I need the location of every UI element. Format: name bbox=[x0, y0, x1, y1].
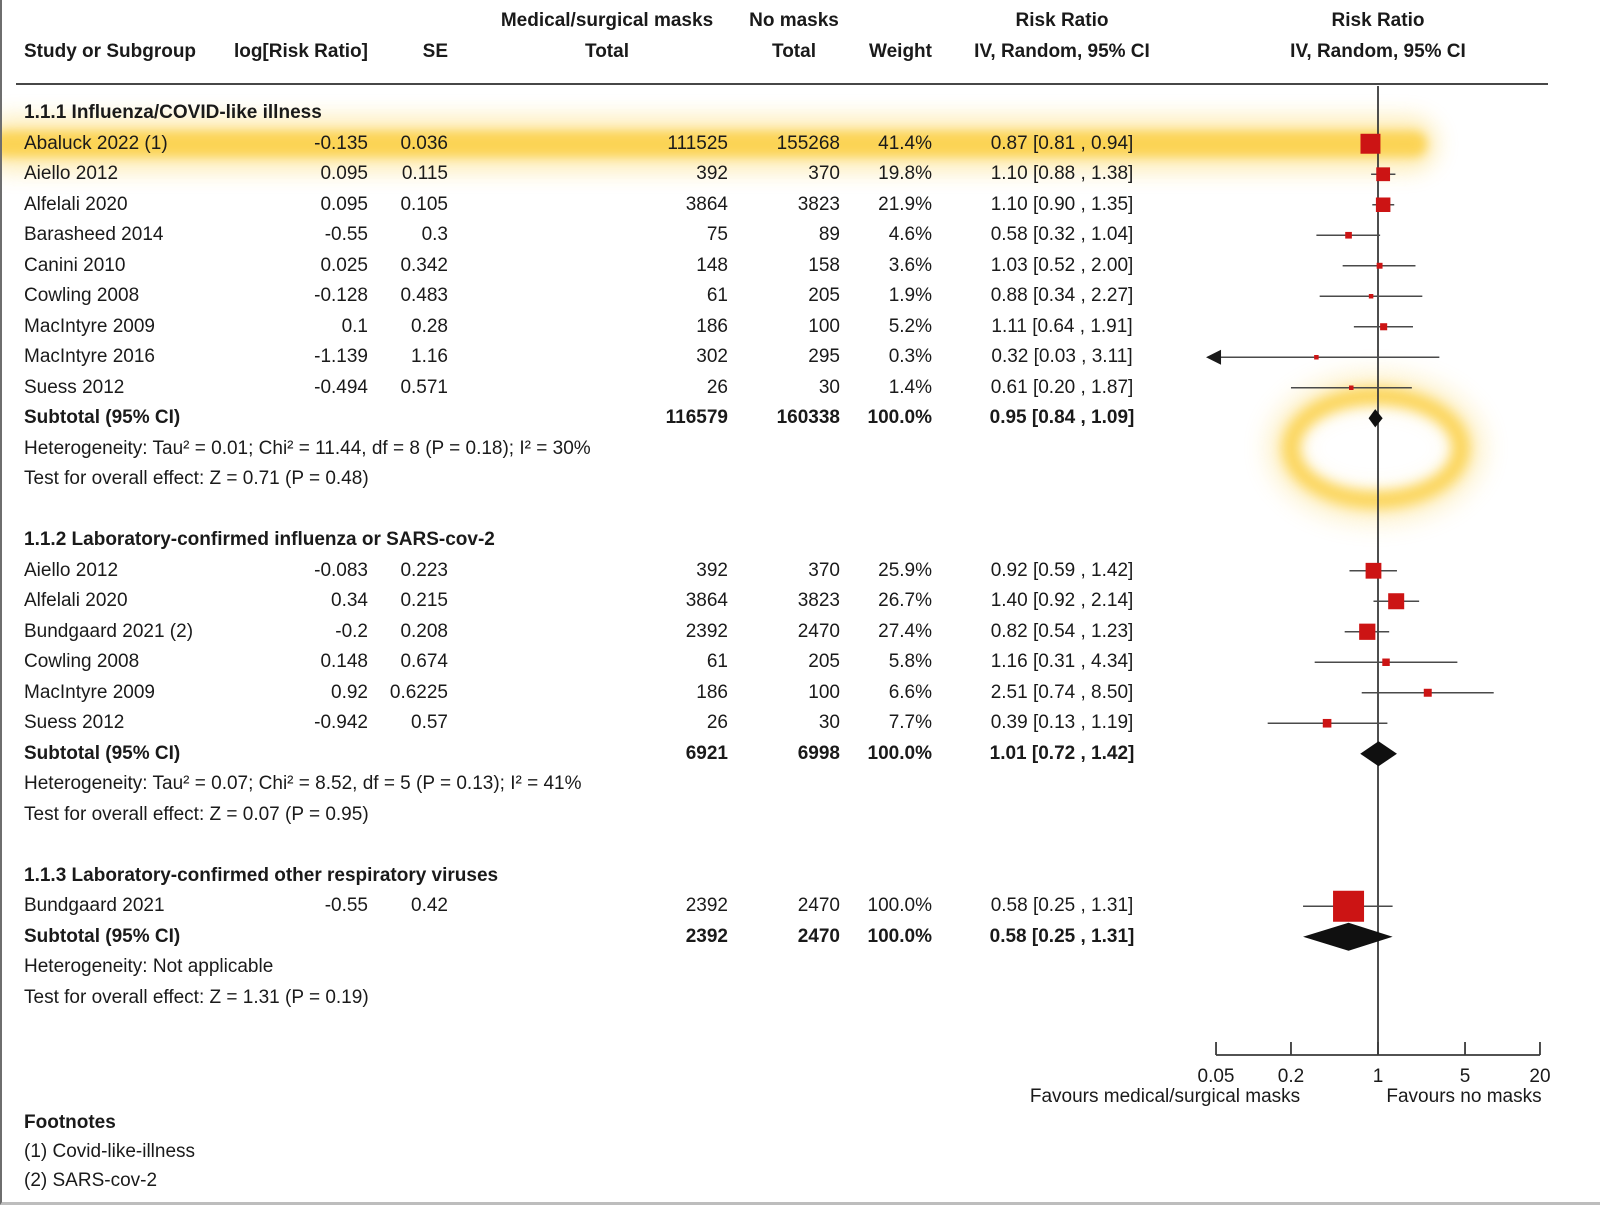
weight-value: 21.9% bbox=[878, 193, 932, 215]
total-masks-value: 148 bbox=[696, 254, 728, 276]
col-header-total-nomasks: Total bbox=[772, 41, 816, 62]
weight-value: 4.6% bbox=[888, 224, 932, 246]
log-risk-ratio-value: 0.025 bbox=[320, 254, 368, 276]
log-risk-ratio-value: 0.095 bbox=[320, 163, 368, 185]
study-name: Alfelali 2020 bbox=[24, 590, 128, 612]
heterogeneity-text: Heterogeneity: Tau² = 0.07; Chi² = 8.52, df = 5 (P = 0.13); I² = 41% bbox=[24, 773, 582, 795]
total-masks-value: 3864 bbox=[685, 590, 728, 612]
total-nomasks-value: 205 bbox=[808, 651, 840, 673]
total-nomasks-value: 3823 bbox=[797, 590, 840, 612]
study-name: Alfelali 2020 bbox=[24, 193, 128, 215]
weight-value: 1.9% bbox=[888, 285, 932, 307]
subtotal-label: Subtotal (95% CI) bbox=[24, 925, 181, 947]
heterogeneity-text: Heterogeneity: Tau² = 0.01; Chi² = 11.44, df = 8 (P = 0.18); I² = 30% bbox=[24, 437, 591, 459]
log-risk-ratio-value: -0.128 bbox=[314, 285, 368, 307]
total-nomasks-value: 100 bbox=[808, 681, 840, 703]
total-nomasks-value: 370 bbox=[808, 163, 840, 185]
heterogeneity-row bbox=[2, 434, 1600, 465]
study-row bbox=[2, 220, 1600, 251]
se-value: 0.3 bbox=[421, 224, 448, 246]
favours-left-label: Favours medical/surgical masks bbox=[1029, 1086, 1301, 1107]
total-masks-value: 26 bbox=[706, 376, 728, 398]
overall-effect-text: Test for overall effect: Z = 1.31 (P = 0.19) bbox=[24, 986, 369, 1008]
ci-value: 0.58 [0.25 , 1.31] bbox=[989, 925, 1135, 947]
study-row bbox=[2, 342, 1600, 373]
subtotal-row bbox=[2, 922, 1600, 953]
study-name: Abaluck 2022 (1) bbox=[24, 132, 168, 154]
weight-value: 3.6% bbox=[888, 254, 932, 276]
col-header-ci-text: IV, Random, 95% CI bbox=[974, 41, 1150, 62]
overall-effect-text: Test for overall effect: Z = 0.07 (P = 0.95) bbox=[24, 803, 369, 825]
log-risk-ratio-value: -0.942 bbox=[314, 712, 368, 734]
total-masks-value: 392 bbox=[696, 163, 728, 185]
weight-value: 1.4% bbox=[888, 376, 932, 398]
total-masks-value: 75 bbox=[706, 224, 728, 246]
total-nomasks-value: 89 bbox=[818, 224, 840, 246]
total-masks-value: 61 bbox=[706, 285, 728, 307]
total-masks-value: 186 bbox=[696, 315, 728, 337]
total-masks-value: 26 bbox=[706, 712, 728, 734]
col-header-study: Study or Subgroup bbox=[24, 41, 197, 62]
study-row bbox=[2, 586, 1600, 617]
study-row bbox=[2, 251, 1600, 282]
group-header-risk-ratio-plot: Risk Ratio bbox=[1331, 10, 1425, 31]
se-value: 0.115 bbox=[401, 163, 448, 185]
study-name: Barasheed 2014 bbox=[24, 224, 164, 246]
se-value: 0.674 bbox=[400, 651, 448, 673]
total-masks-value: 3864 bbox=[685, 193, 728, 215]
se-value: 0.28 bbox=[411, 315, 448, 337]
weight-value: 100.0% bbox=[867, 925, 932, 947]
total-masks-value: 186 bbox=[696, 681, 728, 703]
total-nomasks-value: 155268 bbox=[776, 132, 840, 154]
weight-value: 26.7% bbox=[878, 590, 932, 612]
weight-value: 25.9% bbox=[878, 559, 932, 581]
ci-value: 1.16 [0.31 , 4.34] bbox=[990, 651, 1134, 673]
se-value: 0.223 bbox=[400, 559, 448, 581]
total-nomasks-value: 6998 bbox=[797, 742, 840, 764]
weight-value: 19.8% bbox=[878, 163, 932, 185]
study-name: Canini 2010 bbox=[24, 254, 126, 276]
total-masks-value: 111525 bbox=[667, 132, 728, 154]
study-name: Cowling 2008 bbox=[24, 285, 140, 307]
ci-value: 0.58 [0.25 , 1.31] bbox=[990, 895, 1134, 917]
log-risk-ratio-value: 0.095 bbox=[320, 193, 368, 215]
ci-value: 1.11 [0.64 , 1.91] bbox=[991, 315, 1133, 337]
ci-value: 0.39 [0.13 , 1.19] bbox=[990, 712, 1134, 734]
ci-value: 1.10 [0.88 , 1.38] bbox=[990, 163, 1134, 185]
study-row bbox=[2, 281, 1600, 312]
total-nomasks-value: 160338 bbox=[776, 407, 840, 429]
ci-value: 0.87 [0.81 , 0.94] bbox=[990, 132, 1134, 154]
log-risk-ratio-value: -0.135 bbox=[314, 132, 368, 154]
study-name: Suess 2012 bbox=[24, 376, 125, 398]
study-row bbox=[2, 556, 1600, 587]
total-masks-value: 116579 bbox=[665, 407, 728, 429]
study-row bbox=[2, 190, 1600, 221]
log-risk-ratio-value: 0.92 bbox=[331, 681, 368, 703]
log-risk-ratio-value: -0.494 bbox=[314, 376, 368, 398]
footnote-1: (1) Covid-like-illness bbox=[24, 1141, 196, 1162]
col-header-log-rr: log[Risk Ratio] bbox=[233, 41, 368, 62]
log-risk-ratio-value: -0.55 bbox=[324, 895, 368, 917]
total-masks-value: 2392 bbox=[685, 895, 728, 917]
subgroup-header-row bbox=[2, 525, 1600, 556]
total-masks-value: 392 bbox=[696, 559, 728, 581]
axis-tick-label: 0.2 bbox=[1277, 1066, 1305, 1087]
total-nomasks-value: 2470 bbox=[797, 895, 840, 917]
footnotes-title: Footnotes bbox=[24, 1112, 116, 1133]
study-name: Bundgaard 2021 (2) bbox=[24, 620, 194, 642]
axis-tick-label: 0.05 bbox=[1197, 1066, 1235, 1087]
log-risk-ratio-value: -1.139 bbox=[314, 346, 368, 368]
log-risk-ratio-value: 0.1 bbox=[341, 315, 368, 337]
study-row bbox=[2, 373, 1600, 404]
study-name: Suess 2012 bbox=[24, 712, 125, 734]
se-value: 0.105 bbox=[400, 193, 448, 215]
ci-value: 0.95 [0.84 , 1.09] bbox=[989, 407, 1135, 429]
weight-value: 5.2% bbox=[888, 315, 932, 337]
subtotal-label: Subtotal (95% CI) bbox=[24, 742, 181, 764]
ci-value: 0.61 [0.20 , 1.87] bbox=[990, 376, 1134, 398]
group-header-no-masks: No masks bbox=[749, 10, 839, 31]
study-row bbox=[2, 129, 1600, 160]
se-value: 1.16 bbox=[411, 346, 448, 368]
study-name: Aiello 2012 bbox=[24, 559, 119, 581]
ci-value: 0.88 [0.34 , 2.27] bbox=[990, 285, 1134, 307]
study-row bbox=[2, 708, 1600, 739]
favours-right-label: Favours no masks bbox=[1386, 1086, 1542, 1107]
total-nomasks-value: 205 bbox=[808, 285, 840, 307]
weight-value: 27.4% bbox=[878, 620, 932, 642]
study-row bbox=[2, 617, 1600, 648]
total-nomasks-value: 30 bbox=[818, 376, 840, 398]
weight-value: 6.6% bbox=[888, 681, 932, 703]
total-nomasks-value: 295 bbox=[808, 346, 840, 368]
total-nomasks-value: 3823 bbox=[797, 193, 840, 215]
total-masks-value: 61 bbox=[706, 651, 728, 673]
ci-value: 0.58 [0.32 , 1.04] bbox=[990, 224, 1134, 246]
footnote-2: (2) SARS-cov-2 bbox=[24, 1170, 158, 1191]
log-risk-ratio-value: -0.083 bbox=[314, 559, 368, 581]
ci-value: 1.03 [0.52 , 2.00] bbox=[990, 254, 1134, 276]
study-name: MacIntyre 2016 bbox=[24, 346, 155, 368]
se-value: 0.208 bbox=[400, 620, 448, 642]
se-value: 0.57 bbox=[411, 712, 448, 734]
group-header-risk-ratio: Risk Ratio bbox=[1015, 10, 1109, 31]
subgroup-header-row bbox=[2, 861, 1600, 892]
overall-effect-text: Test for overall effect: Z = 0.71 (P = 0.48) bbox=[24, 468, 369, 490]
log-risk-ratio-value: -0.55 bbox=[324, 224, 368, 246]
log-risk-ratio-value: 0.148 bbox=[320, 651, 368, 673]
ci-value: 0.32 [0.03 , 3.11] bbox=[991, 346, 1133, 368]
subtotal-row bbox=[2, 739, 1600, 770]
effect-test-row bbox=[2, 983, 1600, 1014]
total-masks-value: 2392 bbox=[685, 925, 728, 947]
axis-tick-label: 1 bbox=[1372, 1066, 1384, 1087]
se-value: 0.42 bbox=[411, 895, 448, 917]
axis-tick-label: 20 bbox=[1529, 1066, 1551, 1087]
log-risk-ratio-value: -0.2 bbox=[335, 620, 368, 642]
total-nomasks-value: 370 bbox=[808, 559, 840, 581]
total-masks-value: 2392 bbox=[685, 620, 728, 642]
effect-test-row bbox=[2, 800, 1600, 831]
study-name: Cowling 2008 bbox=[24, 651, 140, 673]
ci-value: 2.51 [0.74 , 8.50] bbox=[990, 681, 1134, 703]
total-nomasks-value: 2470 bbox=[797, 620, 840, 642]
weight-value: 100.0% bbox=[867, 742, 932, 764]
ci-value: 1.01 [0.72 , 1.42] bbox=[989, 742, 1135, 764]
se-value: 0.215 bbox=[400, 590, 448, 612]
ci-value: 0.82 [0.54 , 1.23] bbox=[990, 620, 1134, 642]
effect-test-row bbox=[2, 464, 1600, 495]
col-header-ci-plot: IV, Random, 95% CI bbox=[1290, 41, 1466, 62]
heterogeneity-text: Heterogeneity: Not applicable bbox=[24, 956, 274, 978]
weight-value: 5.8% bbox=[888, 651, 932, 673]
col-header-total-masks: Total bbox=[585, 41, 629, 62]
study-name: MacIntyre 2009 bbox=[24, 315, 155, 337]
se-value: 0.036 bbox=[400, 132, 448, 154]
ci-value: 1.40 [0.92 , 2.14] bbox=[990, 590, 1134, 612]
subtotal-label: Subtotal (95% CI) bbox=[24, 407, 181, 429]
study-table bbox=[2, 98, 1600, 1013]
weight-value: 41.4% bbox=[878, 132, 932, 154]
study-row bbox=[2, 891, 1600, 922]
total-masks-value: 302 bbox=[696, 346, 728, 368]
weight-value: 100.0% bbox=[867, 895, 932, 917]
study-row bbox=[2, 312, 1600, 343]
subtotal-row bbox=[2, 403, 1600, 434]
se-value: 0.6225 bbox=[389, 681, 448, 703]
subgroup-title: 1.1.2 Laboratory-confirmed influenza or SARS-cov-2 bbox=[24, 529, 495, 551]
log-risk-ratio-value: 0.34 bbox=[331, 590, 368, 612]
group-header-masks: Medical/surgical masks bbox=[500, 10, 714, 31]
col-header-weight: Weight bbox=[869, 41, 932, 62]
study-name: Bundgaard 2021 bbox=[24, 895, 165, 917]
study-name: Aiello 2012 bbox=[24, 163, 119, 185]
total-masks-value: 6921 bbox=[685, 742, 728, 764]
heterogeneity-row bbox=[2, 952, 1600, 983]
heterogeneity-row bbox=[2, 769, 1600, 800]
ci-value: 0.92 [0.59 , 1.42] bbox=[990, 559, 1134, 581]
study-row bbox=[2, 159, 1600, 190]
subgroup-title: 1.1.1 Influenza/COVID-like illness bbox=[24, 102, 322, 124]
total-nomasks-value: 158 bbox=[808, 254, 840, 276]
study-row bbox=[2, 678, 1600, 709]
total-nomasks-value: 30 bbox=[818, 712, 840, 734]
se-value: 0.342 bbox=[400, 254, 448, 276]
col-header-se: SE bbox=[422, 41, 448, 62]
total-nomasks-value: 100 bbox=[808, 315, 840, 337]
weight-value: 100.0% bbox=[867, 407, 932, 429]
weight-value: 7.7% bbox=[888, 712, 932, 734]
study-row bbox=[2, 647, 1600, 678]
weight-value: 0.3% bbox=[888, 346, 932, 368]
total-nomasks-value: 2470 bbox=[797, 925, 840, 947]
spacer-row bbox=[2, 830, 1600, 861]
se-value: 0.483 bbox=[400, 285, 448, 307]
study-name: MacIntyre 2009 bbox=[24, 681, 155, 703]
ci-value: 1.10 [0.90 , 1.35] bbox=[990, 193, 1134, 215]
subgroup-header-row bbox=[2, 98, 1600, 129]
se-value: 0.571 bbox=[400, 376, 448, 398]
axis-tick-label: 5 bbox=[1459, 1066, 1471, 1087]
spacer-row bbox=[2, 495, 1600, 526]
header-divider bbox=[16, 83, 1548, 85]
subgroup-title: 1.1.3 Laboratory-confirmed other respiratory viruses bbox=[24, 864, 499, 886]
